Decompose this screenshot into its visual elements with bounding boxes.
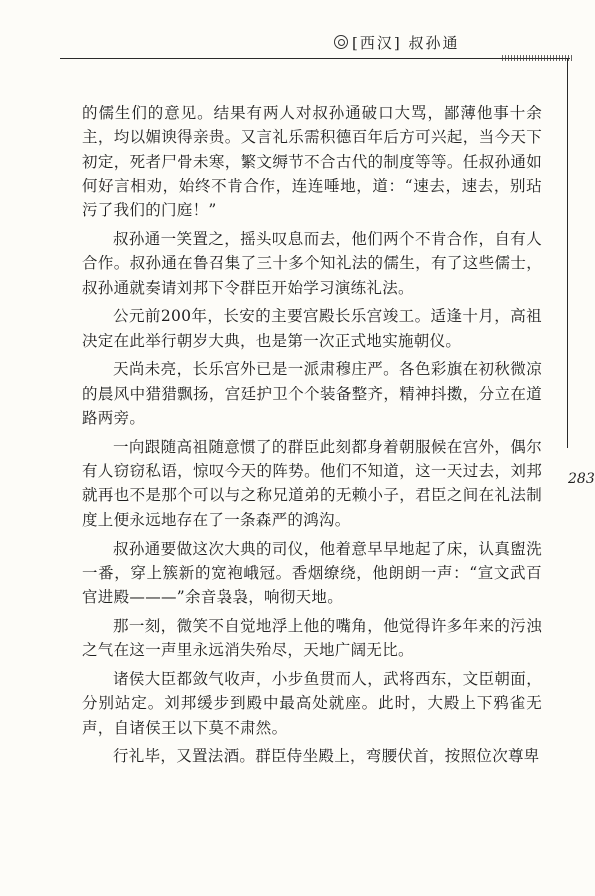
paragraph: 公元前200年，长安的主要宫殿长乐宫竣工。适逢十月，高祖决定在此举行朝岁大典，也是第一次正式地实施朝仪。 [82,307,542,350]
bullseye-icon [334,35,348,49]
header-rule-ornament [502,55,572,61]
running-header [334,32,459,53]
body-text [82,101,542,773]
side-rule [567,58,568,448]
paragraph: 叔孙通一笑置之，摇头叹息而去，他们两个不肯合作，自有人合作。叔孙通在鲁召集了三十多个知礼法的儒生，有了这些儒士，叔孙通就奏请刘邦下令群臣开始学习演练礼法。 [82,229,542,297]
paragraph: 一向跟随高祖随意惯了的群臣此刻都身着朝服候在宫外，偶尔有人窃窃私语，惊叹今天的阵势。他们不知道，这一天过去，刘邦就再也不是那个可以与之称兄道弟的无赖小子，君臣之间在礼法制度上便永远地存在了一条森严的鸿沟。 [82,437,542,529]
paragraph: 诸侯大臣都敛气收声，小步鱼贯而人，武将西东，文臣朝面，分别站定。刘邦缓步到殿中最高处就座。此时，大殿上下鸦雀无声，自诸侯王以下莫不肃然。 [82,670,542,737]
paragraph: 叔孙通要做这次大典的司仪，他着意早早地起了床，认真盥洗一番，穿上簇新的宽袍峨冠。香烟缭绕，他朗朗一声：“宣文武百官进殿———”余音袅袅，响彻天地。 [82,539,542,607]
header-title: [西汉] 叔孙通 [352,34,460,52]
paragraph: 行礼毕，又置法酒。群臣侍坐殿上，弯腰伏首，按照位次尊卑 [113,747,540,766]
page-number: 283 [568,471,595,487]
paragraph: 天尚未亮，长乐宫外已是一派肃穆庄严。各色彩旗在初秋微凉的晨风中猎猎飘扬，宫廷护卫个个装备整齐，精神抖擞，分立在道路两旁。 [82,360,542,428]
paragraph: 那一刻，微笑不自觉地浮上他的嘴角，他觉得许多年来的污浊之气在这一声里永远消失殆尽，天地广阔无比。 [82,616,542,660]
header-rule [60,58,570,59]
paragraph: 的儒生们的意见。结果有两人对叔孙通破口大骂，鄙薄他事十余主，均以媚谀得亲贵。又言礼乐需积德百年后方可兴起，当今天下初定，死者尸骨未寒，繁文缛节不合古代的制度等等。任叔孙通如何好言相劝，始终不肯合作，连连唾地，道：“速去，速去，别玷污了我们的门庭！” [82,104,542,220]
